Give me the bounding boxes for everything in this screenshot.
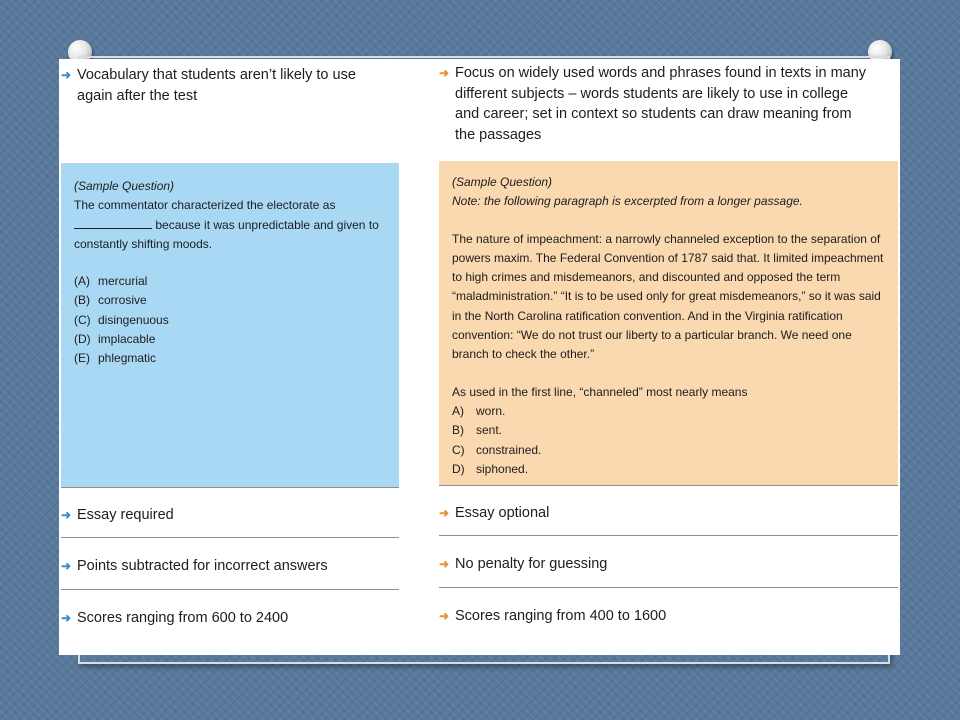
sample-question-text: As used in the first line, “channeled” most nearly means bbox=[452, 384, 748, 399]
divider bbox=[61, 589, 399, 590]
sample-heading: (Sample Question) bbox=[452, 175, 553, 189]
divider bbox=[61, 537, 399, 538]
divider bbox=[439, 587, 898, 588]
divider bbox=[439, 535, 898, 536]
sample-stem: The commentator characterized the electorate as because it was unpredictable and given to constantly shifting moods. bbox=[74, 198, 379, 251]
option-a: A) worn. bbox=[452, 403, 506, 418]
option-c: (C) disingenuous bbox=[74, 312, 169, 327]
divider bbox=[439, 485, 898, 486]
arrow-right-icon: ➜ bbox=[439, 506, 450, 520]
option-d: D) siphoned. bbox=[452, 461, 529, 476]
left-intro-point bbox=[61, 65, 399, 106]
right-sample-question bbox=[439, 161, 898, 485]
comparison-sheet bbox=[59, 59, 900, 655]
right-point-scores: ➜ Scores ranging from 400 to 1600 bbox=[439, 608, 667, 624]
left-intro-text: Vocabulary that students aren’t likely to use again after the test bbox=[77, 67, 356, 104]
sample-heading: (Sample Question) bbox=[74, 179, 175, 193]
left-point-penalty: ➜ Points subtracted for incorrect answers bbox=[61, 558, 328, 574]
arrow-right-icon: ➜ bbox=[61, 508, 72, 522]
left-column bbox=[61, 59, 399, 655]
option-d: (D) implacable bbox=[74, 332, 156, 347]
arrow-right-icon: ➜ bbox=[61, 611, 72, 625]
left-point-essay: ➜ Essay required bbox=[61, 507, 174, 523]
sample-note: Note: the following paragraph is excerpted from a longer passage. bbox=[452, 194, 803, 209]
option-b: B) sent. bbox=[452, 423, 503, 438]
sample-passage: The nature of impeachment: a narrowly channeled exception to the separation of powers maxim. The Federal Convention of 1787 said that. It limited impeachment to high crimes and misdemeanors, and discounted and opposed the term “maladministration.” “It is to be used only for great misdemeanors,” so it was said in the North Carolina ratification convention. And in the Virginia ratification convention: “We do not trust our liberty to a particular branch. We need one branch to check the other.” bbox=[452, 231, 884, 362]
arrow-right-icon: ➜ bbox=[61, 559, 72, 573]
divider bbox=[61, 487, 399, 488]
option-a: (A) mercurial bbox=[74, 274, 148, 289]
right-intro-point bbox=[439, 63, 898, 145]
right-point-essay: ➜ Essay optional bbox=[439, 505, 550, 521]
answer-blank bbox=[74, 216, 152, 229]
arrow-right-icon: ➜ bbox=[439, 609, 450, 623]
right-intro-text: Focus on widely used words and phrases found in texts in many different subjects – words students are likely to use in college and career; set in context so students can draw meaning from the passages bbox=[455, 65, 867, 143]
arrow-right-icon: ➜ bbox=[439, 66, 450, 80]
right-column bbox=[439, 59, 898, 655]
option-b: (B) corrosive bbox=[74, 293, 147, 308]
option-c: C) constrained. bbox=[452, 442, 542, 457]
option-e: (E) phlegmatic bbox=[74, 351, 157, 366]
right-point-penalty: ➜ No penalty for guessing bbox=[439, 556, 608, 572]
arrow-right-icon: ➜ bbox=[61, 68, 72, 82]
left-point-scores: ➜ Scores ranging from 600 to 2400 bbox=[61, 610, 289, 626]
arrow-right-icon: ➜ bbox=[439, 557, 450, 571]
left-sample-question bbox=[61, 163, 399, 487]
